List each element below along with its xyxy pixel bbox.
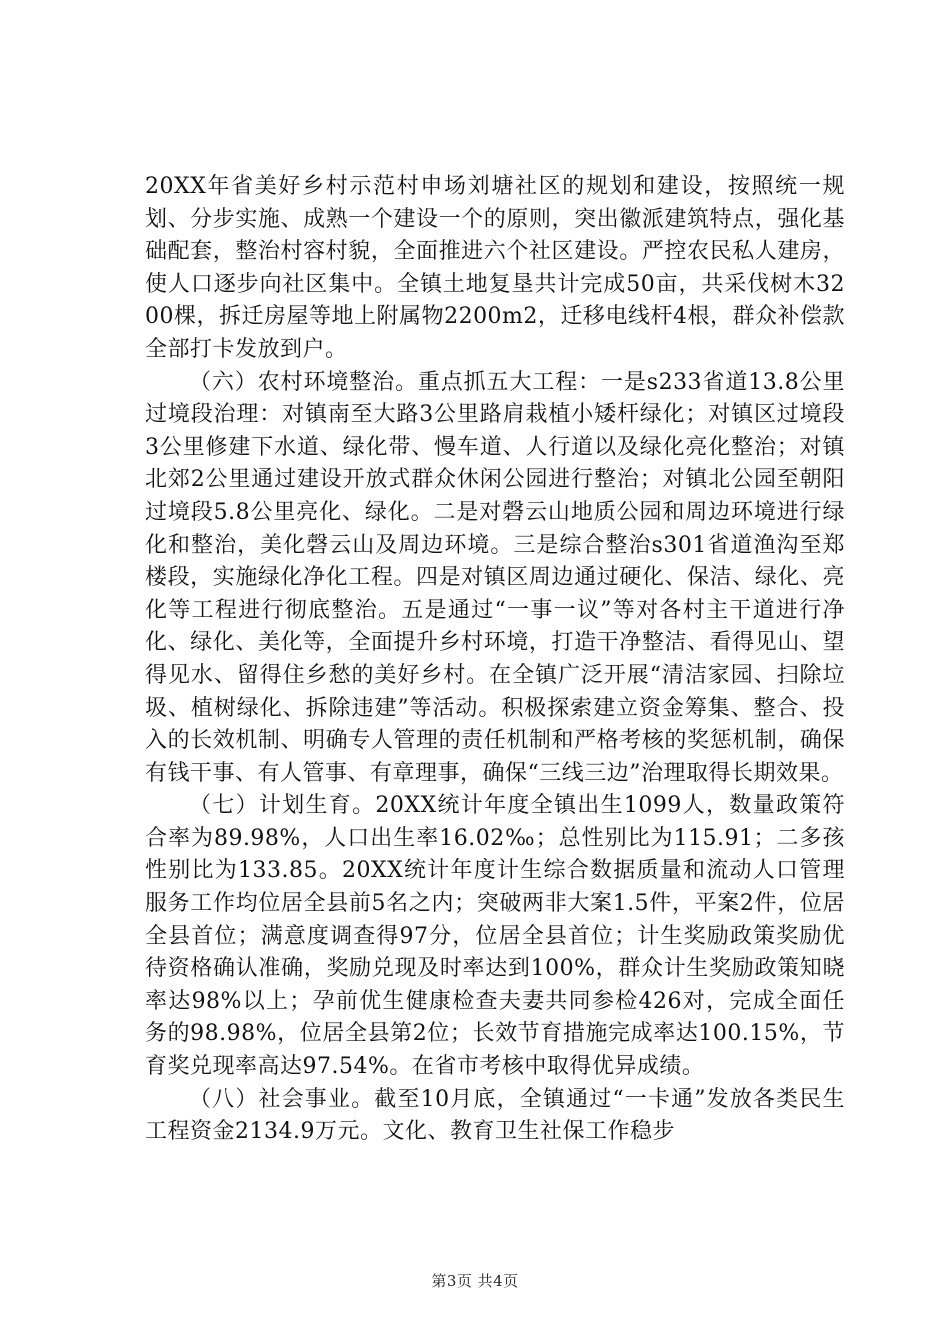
page-footer: 第3页 共4页 <box>431 1272 519 1290</box>
document-body <box>145 171 845 1149</box>
paragraph-planning-construction: 20XX年省美好乡村示范村申场刘塘社区的规划和建设，按照统一规划、分步实施、成熟一个建设一个的原则，突出徽派建筑特点，强化基础配套，整治村容村貌，全面推进六个社区建设。严控农民私人建房，使人口逐步向社区集中。全镇土地复垦共计完成50亩，共采伐树木3200棵，拆迁房屋等地上附属物2200m2，迁移电线杆4根，群众补偿款全部打卡发放到户。 <box>145 174 845 362</box>
paragraph-family-planning: （七）计划生育。20XX统计年度全镇出生1099人，数量政策符合率为89.98%，人口出生率16.02‰；总性别比为115.91；二多孩性别比为133.85。20XX统计年度计生综合数据质量和流动人口管理服务工作均位居全县前5名之内；突破两非大案1.5件，平案2件，位居全县首位；满意度调查得97分，位居全县首位；计生奖励政策奖励优待资格确认准确，奖励兑现及时率达到100%，群众计生奖励政策知晓率达98%以上；孕前优生健康检查夫妻共同参检426对，完成全面任务的98.98%，位居全县第2位；长效节育措施完成率达100.15%，节育奖兑现率高达97.54%。在省市考核中取得优异成绩。 <box>145 793 845 1080</box>
paragraph-social-affairs: （八）社会事业。截至10月底，全镇通过“一卡通”发放各类民生工程资金2134.9万元。文化、教育卫生社保工作稳步 <box>145 1086 845 1145</box>
paragraph-rural-environment: （六）农村环境整治。重点抓五大工程：一是s233省道13.8公里过境段治理：对镇南至大路3公里路肩栽植小矮杆绿化；对镇区过境段3公里修建下水道、绿化带、慢车道、人行道以及绿化亮化整治；对镇北郊2公里通过建设开放式群众休闲公园进行整治；对镇北公园至朝阳过境段5.8公里亮化、绿化。二是对磬云山地质公园和周边环境进行绿化和整治，美化磬云山及周边环境。三是综合整治s301省道渔沟至郑楼段，实施绿化净化工程。四是对镇区周边通过硬化、保洁、绿化、亮化等工程进行彻底整治。五是通过“一事一议”等对各村主干道进行净化、绿化、美化等，全面提升乡村环境，打造干净整洁、看得见山、望得见水、留得住乡愁的美好乡村。在全镇广泛开展“清洁家园、扫除垃圾、植树绿化、拆除违建”等活动。积极探索建立资金筹集、整合、投入的长效机制、明确专人管理的责任机制和严格考核的奖惩机制，确保有钱干事、有人管事、有章理事，确保“三线三边”治理取得长期效果。 <box>145 369 845 786</box>
